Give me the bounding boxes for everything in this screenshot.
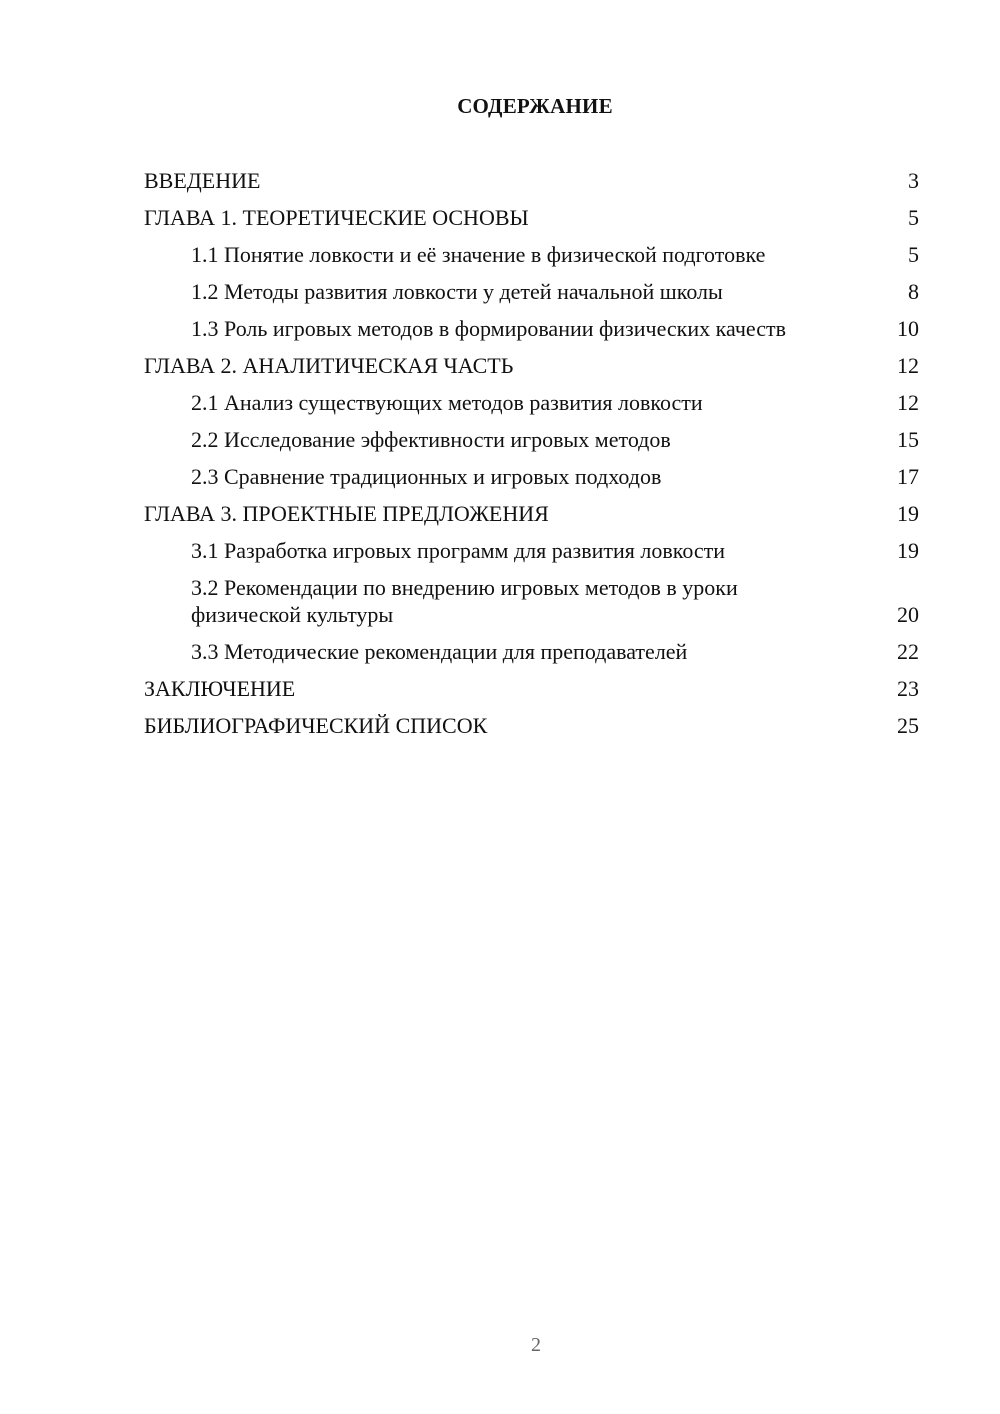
- toc-entry-text: 1.2 Методы развития ловкости у детей начальной школы: [191, 279, 723, 304]
- toc-entry-page: 25: [897, 713, 919, 738]
- toc-entry-page: 17: [897, 464, 919, 489]
- toc-entry-page: 8: [908, 279, 919, 304]
- page-title: СОДЕРЖАНИЕ: [457, 94, 613, 118]
- table-of-contents: [144, 167, 919, 749]
- toc-entry-page: 12: [897, 353, 919, 378]
- toc-entry-page: 5: [908, 242, 919, 267]
- toc-entry-page: 19: [897, 501, 919, 526]
- toc-entry-text: 3.1 Разработка игровых программ для развития ловкости: [191, 538, 726, 563]
- page-number: 2: [531, 1334, 541, 1356]
- toc-entry-page: 12: [897, 390, 919, 415]
- toc-entry-section-3-3[interactable]: [144, 638, 919, 665]
- toc-entry-text: ГЛАВА 1. ТЕОРЕТИЧЕСКИЕ ОСНОВЫ: [144, 205, 529, 230]
- toc-entry-page: 5: [908, 205, 919, 230]
- toc-entry-text: 1.3 Роль игровых методов в формировании физических качеств: [191, 316, 786, 341]
- toc-entry-conclusion[interactable]: [144, 675, 919, 702]
- toc-entry-section-2-2[interactable]: [144, 426, 919, 453]
- toc-entry-page: 23: [897, 676, 919, 701]
- toc-entry-page: 22: [897, 639, 919, 664]
- toc-entry-text: 3.3 Методические рекомендации для преподавателей: [191, 639, 688, 664]
- toc-entry-text: ЗАКЛЮЧЕНИЕ: [144, 676, 296, 701]
- toc-entry-text: 2.3 Сравнение традиционных и игровых подходов: [191, 464, 662, 489]
- toc-entry-chapter-3[interactable]: [144, 500, 919, 527]
- toc-entry-text: БИБЛИОГРАФИЧЕСКИЙ СПИСОК: [144, 713, 488, 738]
- toc-entry-text: 2.1 Анализ существующих методов развития ловкости: [191, 390, 703, 415]
- toc-entry-text: ВВЕДЕНИЕ: [144, 168, 261, 193]
- toc-entry-text: 2.2 Исследование эффективности игровых методов: [191, 427, 671, 452]
- toc-entry-page: 15: [897, 427, 919, 452]
- toc-entry-page: 3: [908, 168, 919, 193]
- toc-entry-section-1-2[interactable]: [144, 278, 919, 305]
- toc-entry-section-2-3[interactable]: [144, 463, 919, 490]
- toc-entry-section-1-1[interactable]: [144, 241, 919, 268]
- toc-entry-chapter-2[interactable]: [144, 352, 919, 379]
- toc-entry-page: 10: [897, 316, 919, 341]
- toc-entry-page: 19: [897, 538, 919, 563]
- toc-entry-section-3-1[interactable]: [144, 537, 919, 564]
- toc-entry-section-2-1[interactable]: [144, 389, 919, 416]
- toc-entry-text: ГЛАВА 3. ПРОЕКТНЫЕ ПРЕДЛОЖЕНИЯ: [144, 501, 549, 526]
- toc-entry-text: 1.1 Понятие ловкости и её значение в физической подготовке: [191, 242, 766, 267]
- toc-entry-chapter-1[interactable]: [144, 204, 919, 231]
- toc-entry-page: 20: [897, 602, 919, 627]
- toc-entry-introduction[interactable]: [144, 167, 919, 194]
- toc-entry-text: ГЛАВА 2. АНАЛИТИЧЕСКАЯ ЧАСТЬ: [144, 353, 514, 378]
- toc-entry-section-3-2[interactable]: [144, 574, 919, 628]
- toc-entry-text: 3.2 Рекомендации по внедрению игровых методов в уроки физической культуры: [191, 575, 738, 627]
- toc-entry-bibliography[interactable]: [144, 712, 919, 739]
- toc-entry-section-1-3[interactable]: [144, 315, 919, 342]
